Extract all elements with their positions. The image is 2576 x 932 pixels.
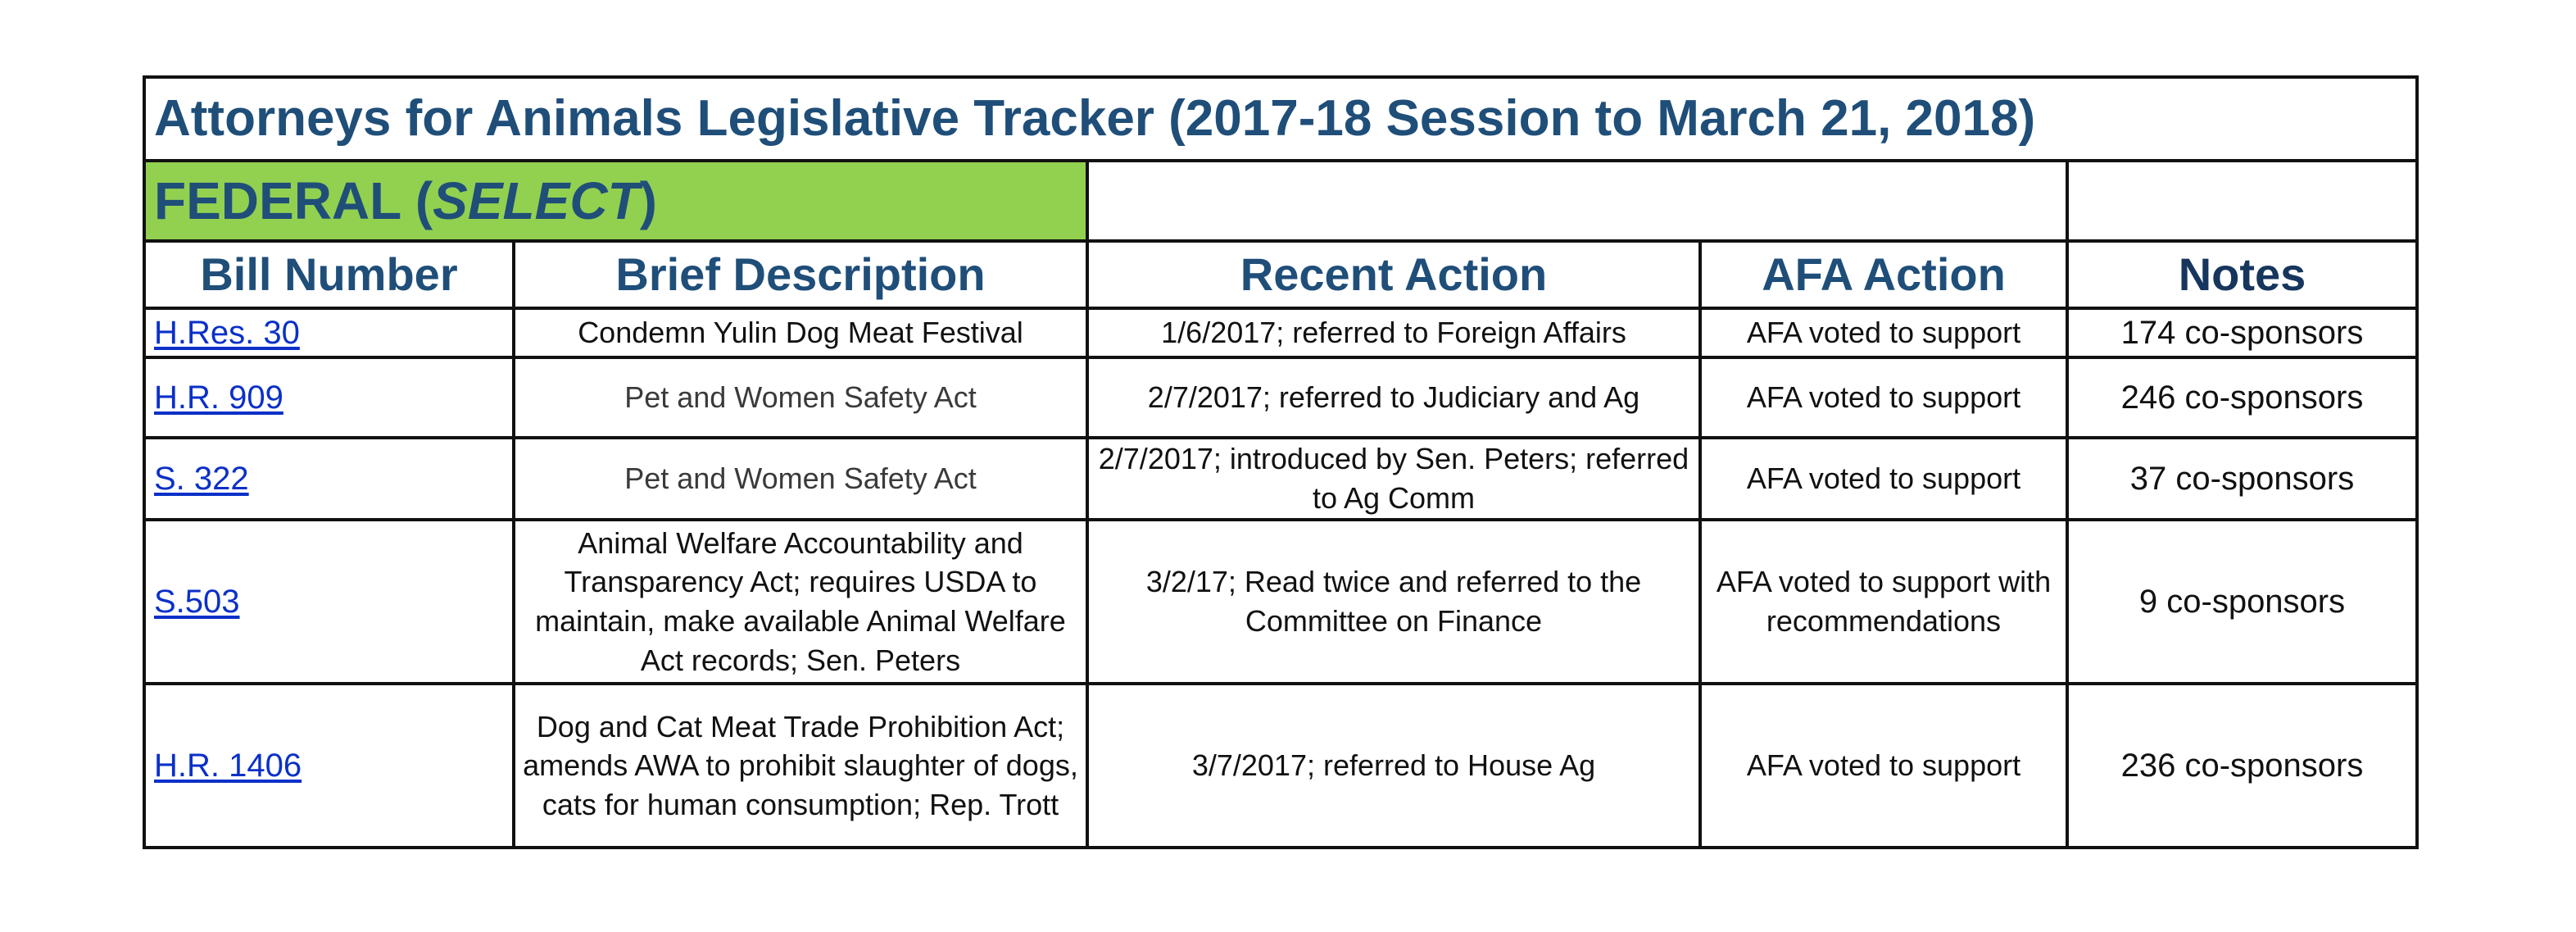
section-row <box>144 161 2417 241</box>
notes-cell: 37 co-sponsors <box>2067 438 2417 520</box>
table-row <box>144 684 2417 848</box>
description-cell: Animal Welfare Accountability and Transparency Act; requires USDA to maintain, make available Animal Welfare Act records; Sen. Peters <box>514 520 1087 684</box>
bill-link[interactable]: S. 322 <box>154 460 249 497</box>
section-label-suffix: ) <box>639 170 657 230</box>
section-empty-cell <box>1087 161 2067 241</box>
header-bill-number: Bill Number <box>144 241 514 308</box>
notes-cell: 174 co-sponsors <box>2067 308 2417 357</box>
section-label-prefix: FEDERAL ( <box>154 170 433 230</box>
bill-link[interactable]: H.Res. 30 <box>154 314 300 351</box>
notes-cell: 236 co-sponsors <box>2067 684 2417 848</box>
table-row <box>144 308 2417 357</box>
recent-action-cell: 3/2/17; Read twice and referred to the Committee on Finance <box>1087 520 1700 684</box>
section-label-federal <box>144 161 1087 241</box>
bill-number-cell <box>144 308 514 357</box>
header-notes: Notes <box>2067 241 2417 308</box>
bill-link[interactable]: S.503 <box>154 583 240 620</box>
bill-number-cell <box>144 520 514 684</box>
bill-link[interactable]: H.R. 1406 <box>154 747 302 784</box>
header-brief-description: Brief Description <box>514 241 1087 308</box>
header-recent-action: Recent Action <box>1087 241 1700 308</box>
section-empty-cell-notes <box>2067 161 2417 241</box>
recent-action-cell: 2/7/2017; introduced by Sen. Peters; referred to Ag Comm <box>1087 438 1700 520</box>
section-label-select: SELECT <box>433 170 640 230</box>
afa-action-cell: AFA voted to support with recommendations <box>1700 520 2067 684</box>
afa-action-cell: AFA voted to support <box>1700 308 2067 357</box>
header-afa-action: AFA Action <box>1700 241 2067 308</box>
recent-action-cell: 2/7/2017; referred to Judiciary and Ag <box>1087 357 1700 438</box>
description-cell: Pet and Women Safety Act <box>514 438 1087 520</box>
bill-number-cell <box>144 684 514 848</box>
legislative-tracker-table <box>143 75 2419 849</box>
bill-number-cell <box>144 438 514 520</box>
description-cell: Pet and Women Safety Act <box>514 357 1087 438</box>
bill-link[interactable]: H.R. 909 <box>154 379 283 416</box>
notes-cell: 9 co-sponsors <box>2067 520 2417 684</box>
page-title: Attorneys for Animals Legislative Tracker (2017-18 Session to March 21, 2018) <box>144 77 2417 161</box>
title-row <box>144 77 2417 161</box>
column-header-row <box>144 241 2417 308</box>
description-cell: Condemn Yulin Dog Meat Festival <box>514 308 1087 357</box>
recent-action-cell: 3/7/2017; referred to House Ag <box>1087 684 1700 848</box>
description-cell: Dog and Cat Meat Trade Prohibition Act; amends AWA to prohibit slaughter of dogs, cats for human consumption; Rep. Trott <box>514 684 1087 848</box>
afa-action-cell: AFA voted to support <box>1700 357 2067 438</box>
table-row <box>144 357 2417 438</box>
table-row <box>144 520 2417 684</box>
table-row <box>144 438 2417 520</box>
afa-action-cell: AFA voted to support <box>1700 438 2067 520</box>
afa-action-cell: AFA voted to support <box>1700 684 2067 848</box>
recent-action-cell: 1/6/2017; referred to Foreign Affairs <box>1087 308 1700 357</box>
bill-number-cell <box>144 357 514 438</box>
notes-cell: 246 co-sponsors <box>2067 357 2417 438</box>
